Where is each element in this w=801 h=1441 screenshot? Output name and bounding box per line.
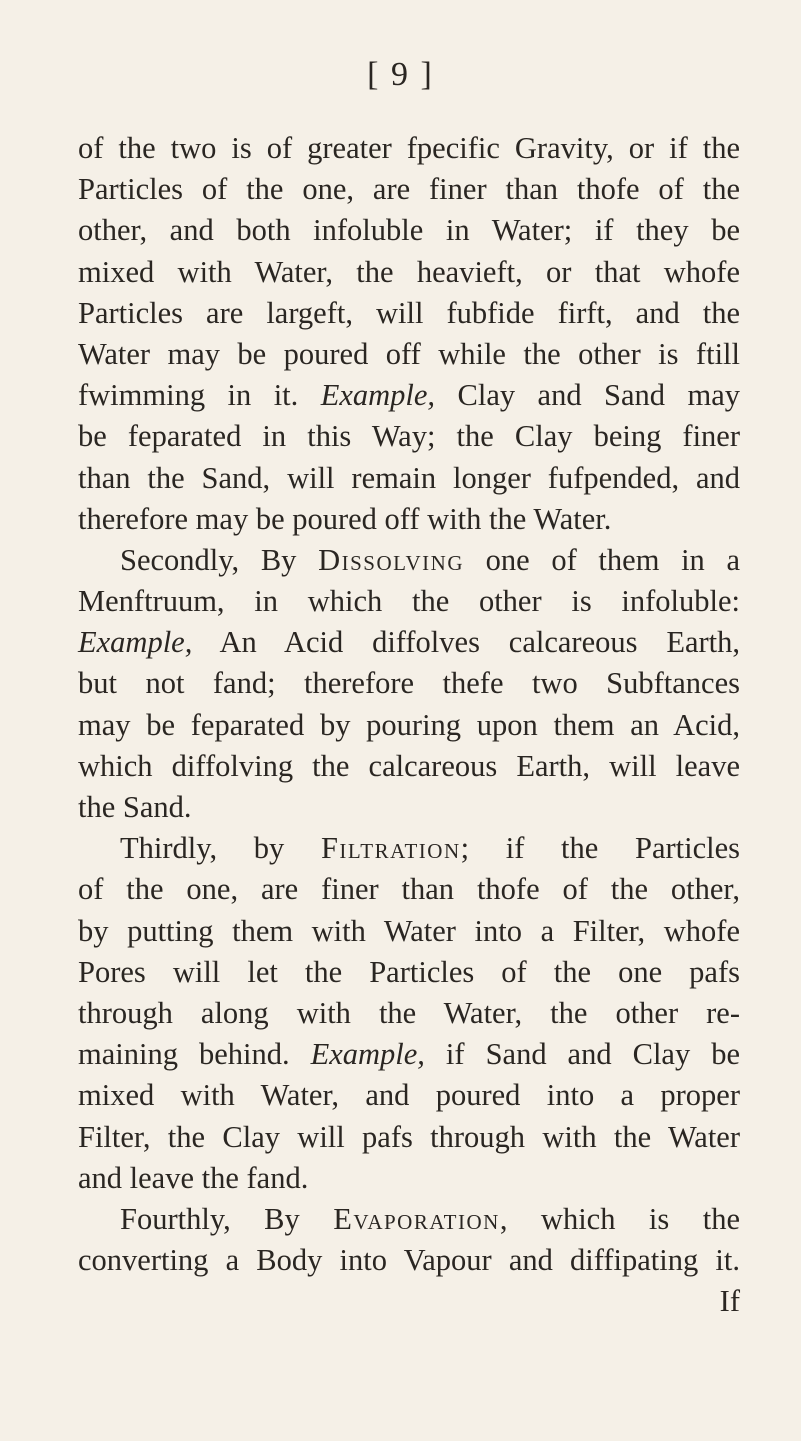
text-run: be feparated in this Way; the Clay being finer	[78, 419, 740, 454]
text-line	[78, 869, 740, 910]
text-run: Clay and Sand may	[435, 378, 741, 413]
text-run: converting a Body into Vapour and diffipating it.	[78, 1243, 740, 1278]
text-line	[78, 1117, 740, 1158]
italic-example: Example,	[320, 378, 436, 413]
text-run: and leave the fand.	[78, 1160, 309, 1195]
small-caps-term: Dissolving	[318, 542, 465, 577]
text-run: by putting them with Water into a Filter, whofe	[78, 913, 740, 948]
text-line	[78, 128, 740, 169]
text-line	[78, 1240, 740, 1281]
text-run: An Acid diffolves calcareous Earth,	[192, 625, 740, 660]
text-line	[78, 169, 740, 210]
text-line	[78, 540, 740, 581]
text-line	[78, 828, 740, 869]
text-run: Filter, the Clay will pafs through with the Water	[78, 1119, 740, 1154]
text-run: if Sand and Clay be	[424, 1037, 740, 1072]
text-run: ; if the Particles	[460, 831, 740, 866]
text-run: Thirdly, by	[120, 831, 321, 866]
text-run: Pores will let the Particles of the one pafs	[78, 954, 740, 989]
text-run: mixed with Water, and poured into a proper	[78, 1078, 740, 1113]
text-line	[78, 622, 740, 663]
text-run: Particles of the one, are finer than thofe of the	[78, 172, 740, 207]
text-run: Menftruum, in which the other is infoluble:	[78, 584, 740, 619]
text-line	[78, 993, 740, 1034]
text-line	[78, 746, 740, 787]
text-run: If	[719, 1284, 740, 1319]
text-line	[78, 416, 740, 457]
italic-example: Example,	[78, 625, 193, 660]
text-run: , which is the	[499, 1201, 740, 1236]
text-line	[78, 499, 740, 540]
italic-example: Example,	[310, 1037, 425, 1072]
text-run: the Sand.	[78, 790, 192, 824]
text-line	[78, 1158, 740, 1199]
small-caps-term: Filtration	[320, 831, 461, 866]
text-run: Secondly, By	[120, 542, 319, 577]
text-line	[78, 952, 740, 993]
text-run: may be feparated by pouring upon them an Acid,	[78, 707, 740, 742]
catchword	[78, 1281, 740, 1322]
text-line	[78, 293, 740, 334]
text-line	[78, 210, 740, 251]
text-line	[78, 458, 740, 499]
text-run: of the two is of greater fpecific Gravity, or if the	[78, 131, 740, 165]
text-run: of the one, are finer than thofe of the other,	[78, 872, 740, 907]
text-line	[78, 252, 740, 293]
text-run: fwimming in it.	[78, 378, 321, 413]
text-line	[78, 1034, 740, 1075]
text-line	[78, 375, 740, 416]
text-run: one of them in a	[464, 542, 740, 577]
small-caps-term: Evaporation	[333, 1201, 500, 1236]
text-line	[78, 581, 740, 622]
text-run: Water may be poured off while the other is ftill	[78, 336, 740, 371]
text-run: but not fand; therefore thefe two Subftances	[78, 666, 740, 701]
text-run: Fourthly, By	[120, 1201, 334, 1236]
text-run: maining behind.	[78, 1037, 311, 1072]
text-run: than the Sand, will remain longer fufpended, and	[78, 460, 740, 495]
text-run: which diffolving the calcareous Earth, will leave	[78, 748, 740, 783]
page-number: [ 9 ]	[367, 56, 434, 93]
text-line	[78, 334, 740, 375]
text-line	[78, 1075, 740, 1116]
text-line	[78, 705, 740, 746]
body-text	[78, 128, 740, 1322]
text-run: through along with the Water, the other re-	[78, 995, 740, 1030]
text-run: other, and both infoluble in Water; if they be	[78, 213, 740, 248]
text-run: Particles are largeft, will fubfide firft, and the	[78, 295, 740, 330]
text-line	[78, 787, 740, 828]
text-line	[78, 663, 740, 704]
text-run: therefore may be poured off with the Water.	[78, 501, 612, 536]
text-run: mixed with Water, the heavieft, or that whofe	[78, 254, 740, 289]
text-line	[78, 911, 740, 952]
text-line	[78, 1199, 740, 1240]
